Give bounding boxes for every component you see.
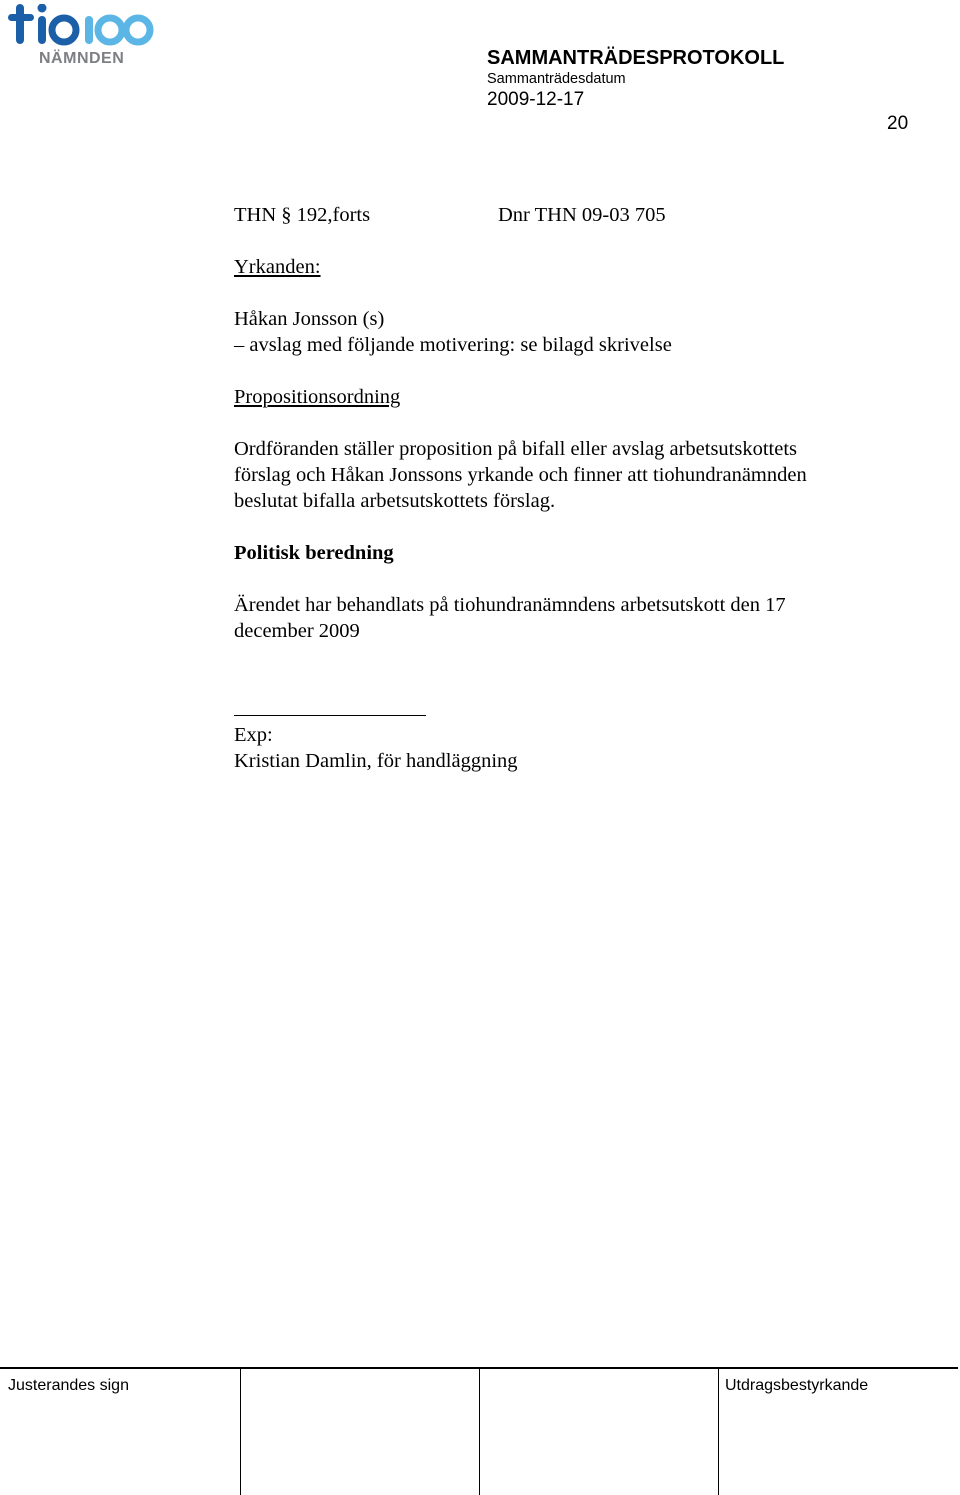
logo-letter-i [38, 16, 46, 44]
propositionsordning-line: beslutat bifalla arbetsutskottets förslag. [234, 490, 556, 512]
footer-column-divider [479, 1367, 480, 1495]
expedition-label: Exp: [234, 724, 273, 746]
case-reference: THN § 192,forts [234, 204, 371, 226]
politisk-beredning-line: december 2009 [234, 620, 360, 642]
footer-signature-table [0, 1367, 958, 1495]
yrkanden-name: Håkan Jonsson (s) [234, 308, 385, 330]
propositionsordning-heading: Propositionsordning [234, 386, 401, 408]
politisk-beredning-line: Ärendet har behandlats på tiohundranämndens arbetsutskott den 17 [234, 594, 786, 616]
meeting-date: 2009-12-17 [487, 89, 585, 110]
logo-letter-t-bar [8, 14, 34, 21]
propositionsordning-line: förslag och Håkan Jonssons yrkande och finner att tiohundranämnden [234, 464, 807, 486]
yrkanden-heading: Yrkanden: [234, 256, 321, 278]
page-number: 20 [887, 113, 909, 134]
document-title: SAMMANTRÄDESPROTOKOLL [487, 47, 785, 69]
signature-rule [234, 715, 426, 716]
case-diary-number: Dnr THN 09-03 705 [498, 204, 666, 226]
meeting-date-label: Sammanträdesdatum [487, 71, 626, 87]
justerandes-sign-label: Justerandes sign [8, 1377, 129, 1394]
expedition-recipient: Kristian Damlin, för handläggning [234, 750, 518, 772]
logo-digit-0b [126, 18, 150, 42]
footer-column-divider [240, 1367, 241, 1495]
logo-letter-i-dot [38, 4, 47, 13]
logo-digit-1 [85, 16, 93, 44]
politisk-beredning-heading: Politisk beredning [234, 542, 394, 564]
logo-subtitle: NÄMNDEN [39, 50, 125, 67]
footer-column-divider [718, 1367, 719, 1495]
logo-letter-t-stem [16, 4, 24, 44]
logo-letter-o [52, 18, 76, 42]
logo-digit-0a [98, 18, 122, 42]
yrkanden-text: – avslag med följande motivering: se bilagd skrivelse [234, 334, 672, 356]
propositionsordning-line: Ordföranden ställer proposition på bifall eller avslag arbetsutskottets [234, 438, 798, 460]
utdragsbestyrkande-label: Utdragsbestyrkande [725, 1377, 869, 1394]
